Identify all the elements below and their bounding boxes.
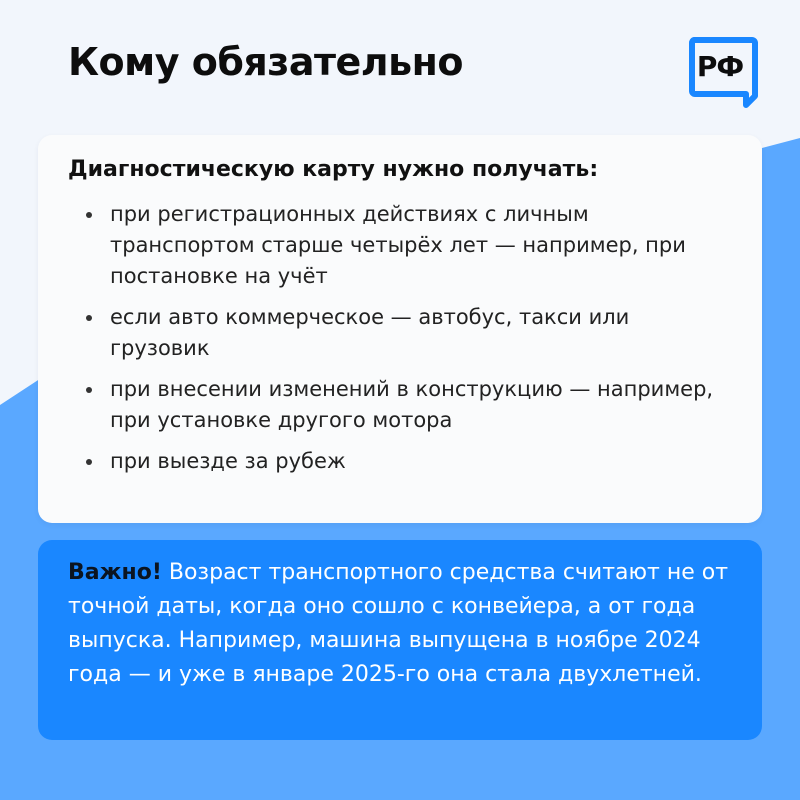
- list-item: [68, 199, 732, 292]
- bullet-icon: [86, 212, 92, 218]
- list-item: [68, 374, 732, 436]
- bullet-icon: [86, 387, 92, 393]
- list-item-text: при регистрационных действиях с личным транспортом старше четырёх лет — например, при постановке на учёт: [110, 202, 686, 288]
- notice-text: Возраст транспортного средства считают не от точной даты, когда оно сошло с конвейера, а от года выпуска. Например, машина выпущена в ноябре 2024 года — и уже в январе 2025-го она стала двухлетней.: [68, 560, 729, 687]
- page-title: Кому обязательно: [68, 40, 464, 84]
- logo-text: РФ: [696, 50, 744, 83]
- card-heading: Диагностическую карту нужно получать:: [68, 157, 599, 182]
- list-item-text: при внесении изменений в конструкцию — например, при установке другого мотора: [110, 377, 714, 432]
- bullet-icon: [86, 315, 92, 321]
- rf-logo: [688, 36, 760, 110]
- list-item-text: при выезде за рубеж: [110, 449, 346, 473]
- important-notice: [38, 540, 762, 740]
- notice-label: Важно!: [68, 560, 162, 585]
- list-item: [68, 446, 732, 477]
- requirements-list: [68, 199, 732, 477]
- list-item-text: если авто коммерческое — автобус, такси или грузовик: [110, 305, 630, 360]
- requirements-card: [38, 135, 762, 523]
- bullet-icon: [86, 459, 92, 465]
- list-item: [68, 302, 732, 364]
